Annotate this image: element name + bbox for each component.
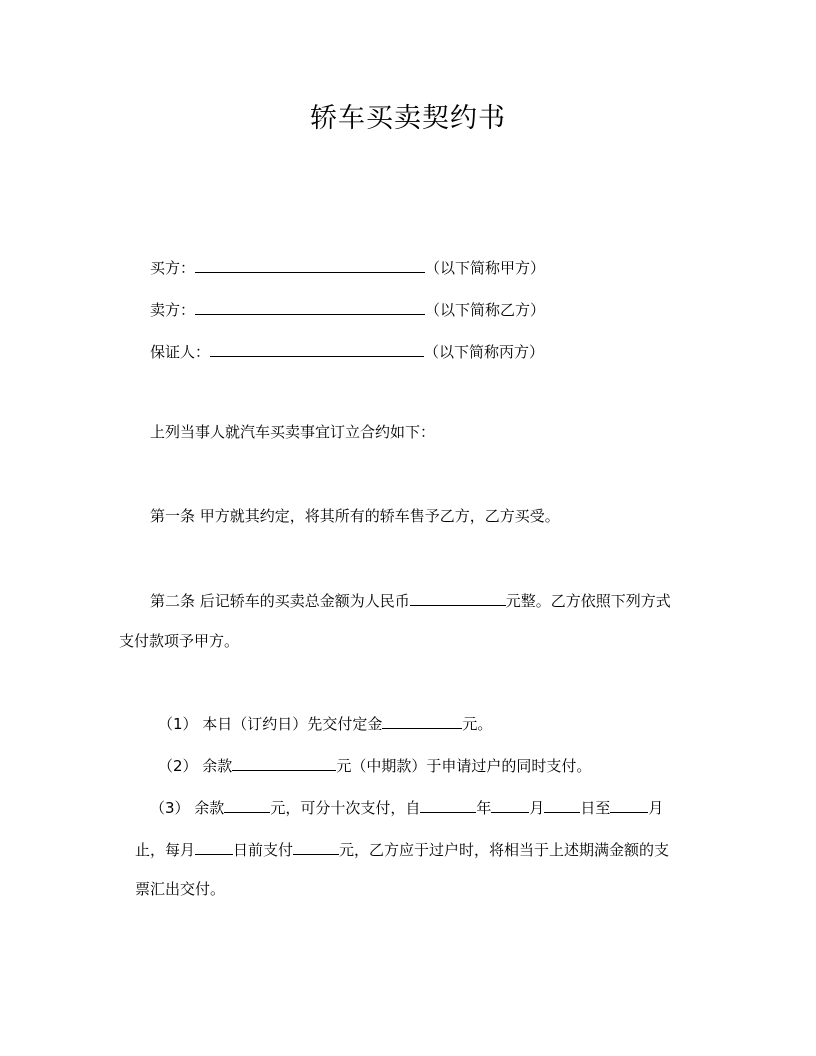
seller-blank (195, 297, 425, 315)
article-2-line-1 (150, 588, 671, 612)
item-3-text-5: 月 (648, 799, 664, 817)
item-2-suffix: 元（中期款）于申请过户的同时支付。 (336, 757, 592, 775)
deposit-blank (382, 711, 462, 729)
item-1 (158, 711, 492, 735)
guarantor-label: 保证人： (150, 343, 211, 361)
monthly-amount-blank (293, 837, 339, 855)
item-3-line-2-text-2: 元，乙方应于过户时，将相当于上述期满金额的支 (339, 841, 670, 859)
end-month-blank (610, 795, 648, 813)
seller-label: 卖方： (150, 301, 196, 319)
item-3-text-1: 元，可分十次支付，自 (270, 799, 421, 817)
guarantor-blank (210, 339, 424, 357)
item-2 (158, 753, 591, 777)
start-day-blank (544, 795, 580, 813)
item-3-line-1 (150, 795, 663, 819)
item-3-line-2-prefix: 止，每月 (135, 841, 196, 859)
seller-suffix: （以下简称乙方） (425, 301, 546, 319)
buyer-line (150, 255, 545, 279)
item-1-suffix: 元。 (462, 715, 493, 733)
item-3-prefix: （3） 余款 (150, 799, 225, 817)
item-3-text-4: 日至 (580, 799, 611, 817)
buyer-suffix: （以下简称甲方） (425, 259, 546, 277)
item-3-text-3: 月 (529, 799, 545, 817)
article-1: 第一条 甲方就其约定，将其所有的轿车售予乙方，乙方买受。 (150, 507, 560, 525)
total-amount-blank (410, 588, 506, 606)
document-title: 轿车买卖契约书 (310, 103, 506, 134)
seller-line (150, 297, 545, 321)
item-3-line-2 (135, 837, 669, 861)
article-2-prefix: 第二条 后记轿车的买卖总金额为人民币 (150, 592, 410, 610)
item-1-prefix: （1） 本日（订约日）先交付定金 (158, 715, 383, 733)
start-month-blank (491, 795, 529, 813)
item-3-text-2: 年 (476, 799, 492, 817)
guarantor-line (150, 339, 544, 363)
article-2-suffix: 元整。乙方依照下列方式 (505, 592, 671, 610)
start-year-blank (420, 795, 476, 813)
balance-blank (224, 795, 270, 813)
item-2-prefix: （2） 余款 (158, 757, 233, 775)
buyer-blank (195, 255, 425, 273)
item-3-line-3: 票汇出交付。 (135, 880, 226, 898)
mid-payment-blank (232, 753, 336, 771)
monthly-day-blank (195, 837, 233, 855)
article-2-line-2: 支付款项予甲方。 (119, 632, 240, 650)
buyer-label: 买方： (150, 259, 196, 277)
intro-text: 上列当事人就汽车买卖事宜订立合约如下： (150, 423, 436, 441)
guarantor-suffix: （以下简称丙方） (424, 343, 545, 361)
item-3-line-2-text-1: 日前支付 (233, 841, 294, 859)
